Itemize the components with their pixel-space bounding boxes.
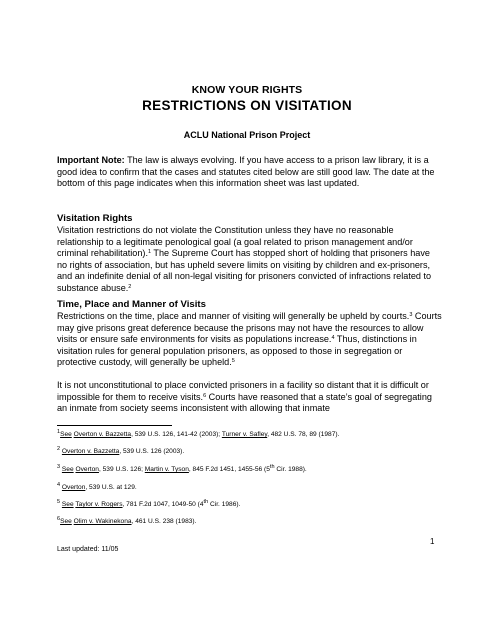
footnote-ref: 4 xyxy=(331,335,335,341)
footnote-text: , 539 U.S. 126, 141-42 (2003); xyxy=(131,431,222,438)
case-citation: Taylor v. Rogers xyxy=(75,501,123,508)
footnote-number: 5 xyxy=(57,499,61,505)
footnote-text: , 539 U.S. at 129. xyxy=(85,484,137,491)
footnote-number: 4 xyxy=(57,482,61,488)
case-citation: Overton v. Bazzetta xyxy=(73,431,132,438)
footnote-number: 3 xyxy=(57,464,61,470)
footnote-6 xyxy=(57,518,442,526)
section-heading: Visitation Rights xyxy=(57,213,133,224)
case-citation: See xyxy=(61,466,74,473)
footnote-number: 6 xyxy=(57,516,61,522)
important-note-label: Important Note: xyxy=(57,155,125,165)
ordinal-suffix: th xyxy=(269,464,275,470)
case-citation: Olim v. Wakinekona xyxy=(73,518,132,525)
paragraph-text: Restrictions on the time, place and manner of visiting will generally be upheld by courts. xyxy=(57,311,410,321)
kicker-heading: KNOW YOUR RIGHTS xyxy=(191,84,303,96)
footnote-5 xyxy=(57,501,442,509)
paragraph-text: Courts may give prisons great deference because the prisons may not have the resources to allow visits or ensure safe environments for visits as populations increase. xyxy=(57,311,442,344)
section-time-place-manner xyxy=(57,299,442,369)
footnote-ref: 5 xyxy=(231,358,235,364)
footnote-text: Cir. 1988). xyxy=(274,466,307,473)
section-distance xyxy=(57,380,442,415)
case-citation: See xyxy=(60,431,72,438)
footnote-text: Cir. 1986). xyxy=(208,501,241,508)
paragraph-text: Thus, distinctions in visitation rules for general population prisoners, as opposed to those in segregation or protective custody, will generally be upheld. xyxy=(57,334,417,367)
paragraph-text: It is not unconstitutional to place convicted prisoners in a facility so distant that it is difficult or impossible for them to receive visits. xyxy=(57,380,429,402)
case-citation: Overton xyxy=(61,484,86,491)
footnote-text: , 845 F.2d 1451, 1455-56 (5 xyxy=(188,466,270,473)
footnote-text: , 539 U.S. 126; xyxy=(98,466,145,473)
page-title: RESTRICTIONS ON VISITATION xyxy=(142,98,352,113)
last-updated: Last updated: 11/05 xyxy=(57,546,119,553)
footnote-number: 1 xyxy=(57,429,61,435)
important-note-text: The law is always evolving. If you have access to a prison law library, it is a good idea to confirm that the cases and statutes cited below are still good law. The date at the bottom of this page indicates when this information sheet was last updated. xyxy=(57,155,435,188)
case-citation: See xyxy=(60,518,72,525)
footnote-2 xyxy=(57,448,442,456)
footnote-1 xyxy=(57,431,442,439)
page-number: 1 xyxy=(430,537,435,546)
paragraph-text: The Supreme Court has stopped short of holding that prisoners have no rights of association, but has upheld severe limits on visiting by children and ex-prisoners, and an indefinite denial of all non-legal visiting for prisoners convicted of infractions related to substance abuse. xyxy=(57,248,432,293)
footnote-text: , 461 U.S. 238 (1983). xyxy=(131,518,197,525)
organization-name: ACLU National Prison Project xyxy=(183,130,311,140)
case-citation: See xyxy=(61,501,74,508)
footnote-4 xyxy=(57,484,442,492)
footnote-text: , 482 U.S. 78, 89 (1987). xyxy=(267,431,340,438)
important-note xyxy=(57,155,442,190)
section-visitation-rights xyxy=(57,213,442,294)
case-citation: Turner v. Safley xyxy=(221,431,268,438)
case-citation: Martin v. Tyson xyxy=(144,466,189,473)
case-citation: Overton v. Bazzetta xyxy=(61,448,120,455)
footnote-divider xyxy=(57,425,172,426)
paragraph-text: Courts have reasoned that a state’s goal of segregating an inmate from society seems inconsistent with allowing that inmate xyxy=(57,391,432,413)
footnote-ref: 6 xyxy=(203,392,207,399)
case-citation: Overton xyxy=(75,466,99,473)
section-heading: Time, Place and Manner of Visits xyxy=(57,299,206,310)
footnote-3 xyxy=(57,466,442,474)
footnote-text: , 539 U.S. 126 (2003). xyxy=(119,448,185,455)
footnote-ref: 2 xyxy=(128,283,132,290)
ordinal-suffix: th xyxy=(203,499,209,505)
paragraph-text: Visitation restrictions do not violate the Constitution unless they have no reasonable relationship to a legitimate penological goal (a goal related to prison management and/or criminal rehabilitation). xyxy=(57,225,413,258)
footnote-ref: 3 xyxy=(409,312,413,318)
footnote-number: 2 xyxy=(57,446,61,452)
footnote-text: , 781 F.2d 1047, 1049-50 (4 xyxy=(122,501,204,508)
footnote-ref: 1 xyxy=(147,249,152,255)
